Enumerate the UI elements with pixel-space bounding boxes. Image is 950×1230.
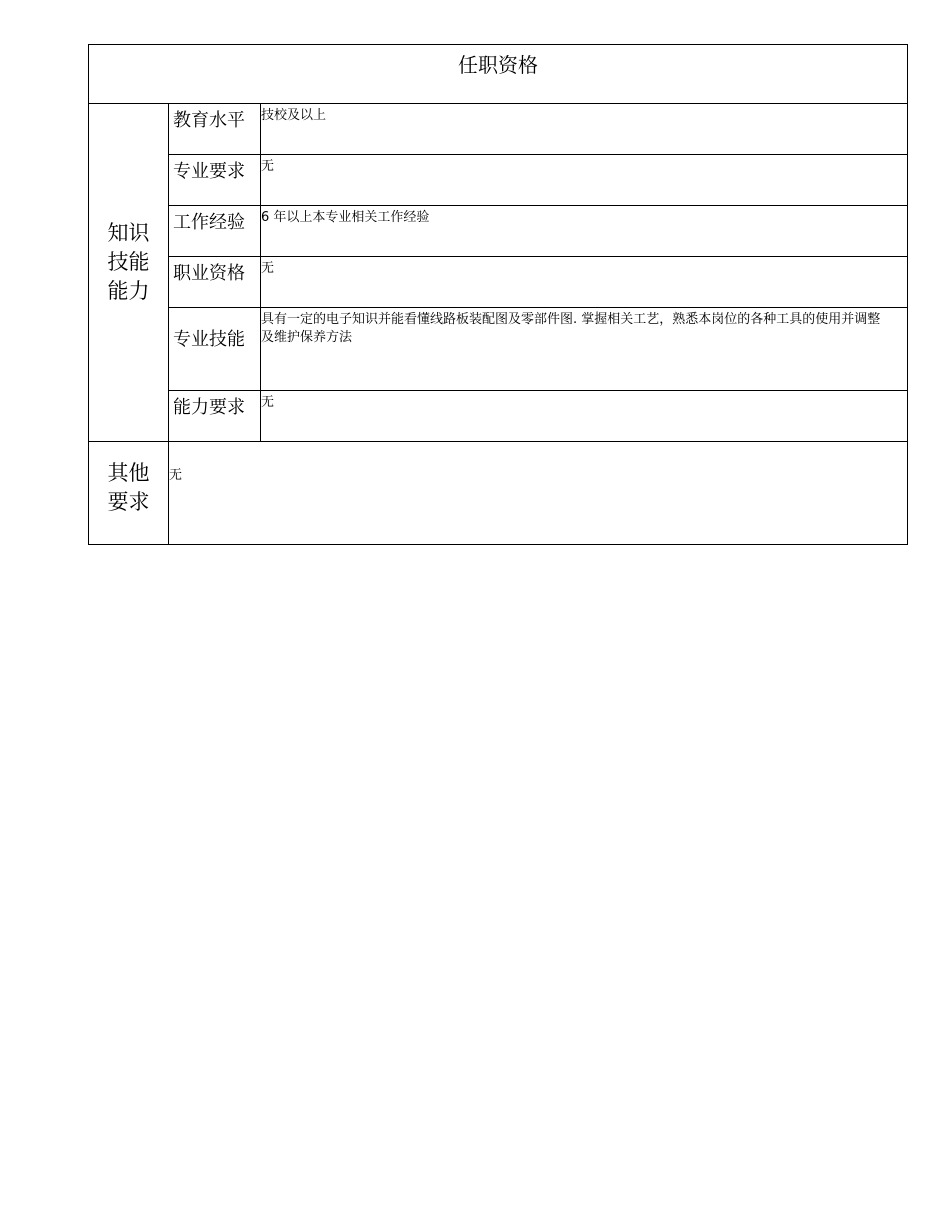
other-group-cell [89,442,169,545]
qualification-label: 职业资格 [169,257,261,308]
other-group-label: 其他要求 [107,461,150,514]
knowledge-group-label: 知识技能能力 [107,221,150,303]
work-experience-label: 工作经验 [169,206,261,257]
table-row [89,308,908,391]
qualification-value: 无 [261,257,908,308]
education-label: 教育水平 [169,104,261,155]
work-experience-value: 6 年以上本专业相关工作经验 [261,206,908,257]
education-value: 技校及以上 [261,104,908,155]
table-row [89,155,908,206]
professional-skill-value: 具有一定的电子知识并能看懂线路板装配图及零部件图. 掌握相关工艺，熟悉本岗位的各种工具的使用并调整及维护保养方法 [261,308,908,391]
ability-requirement-value: 无 [261,391,908,442]
table-row [89,442,908,545]
qualification-table [88,44,908,545]
professional-skill-label: 专业技能 [169,308,261,391]
table-row [89,391,908,442]
major-requirement-label: 专业要求 [169,155,261,206]
ability-requirement-label: 能力要求 [169,391,261,442]
table-row [89,257,908,308]
table-row [89,104,908,155]
major-requirement-value: 无 [261,155,908,206]
other-requirement-value: 无 [169,442,908,545]
table-title: 任职资格 [89,45,908,104]
table-row [89,206,908,257]
knowledge-group-cell [89,104,169,442]
